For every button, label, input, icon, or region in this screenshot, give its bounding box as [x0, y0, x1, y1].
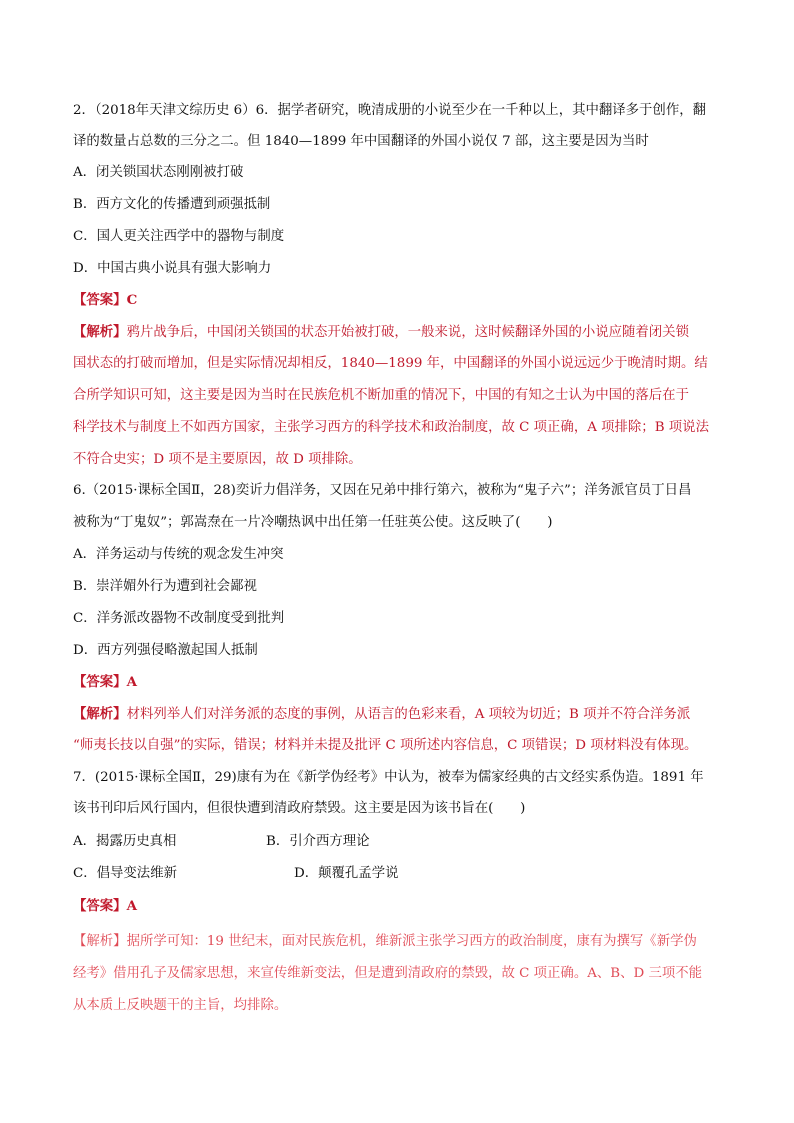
q6-option-a: A．洋务运动与传统的观念发生冲突 [73, 547, 284, 562]
q7-analysis-label: 【解析】 [73, 934, 127, 949]
q7-analysis-line1 [73, 932, 723, 952]
q2-answer-value: C [126, 292, 138, 308]
q6-analysis-text1: 材料列举人们对洋务派的态度的事例，从语言的色彩来看，A 项较为切近；B 项并不符合洋务派 [126, 707, 691, 722]
q7-option-d: D．颠覆孔孟学说 [294, 866, 399, 881]
q7-option-a: A．揭露历史真相 [73, 834, 177, 849]
q2-analysis-line2: 国状态的打破而增加，但是实际情况却相反，1840—1899 年，中国翻译的外国小说远远少于晚清时期。结 [73, 356, 708, 371]
q2-option-d: D．中国古典小说具有强大影响力 [73, 261, 272, 276]
q6-analysis-label: 【解析】 [73, 706, 127, 722]
q2-option-c: C．国人更关注西学中的器物与制度 [73, 229, 285, 244]
q7-analysis-line3: 从本质上反映题干的主旨，均排除。 [73, 998, 288, 1013]
q2-option-b: B．西方文化的传播遭到顽强抵制 [73, 197, 271, 212]
q7-options-row2 [73, 864, 723, 884]
q7-stem-line1: 7．(2015·课标全国Ⅱ，29)康有为在《新学伪经考》中认为，被奉为儒家经典的古文经实系伪造。1891 年 [73, 770, 704, 785]
q7-option-c: C．倡导变法维新 [73, 866, 177, 881]
q6-option-c: C．洋务派改器物不改制度受到批判 [73, 611, 285, 626]
q7-answer-label: 【答案】 [73, 898, 127, 914]
q2-stem-line2: 译的数量占总数的三分之二。但 1840—1899 年中国翻译的外国小说仅 7 部，这主要是因为当时 [73, 134, 649, 149]
q7-answer [73, 896, 723, 916]
q6-analysis-line1 [73, 704, 723, 725]
q6-analysis-line2: “师夷长技以自强”的实际，错误；材料并未提及批评 C 项所述内容信息，C 项错误；D 项材料没有体现。 [73, 738, 698, 753]
q2-analysis-line5: 不符合史实；D 项不是主要原因，故 D 项排除。 [73, 452, 362, 467]
q7-analysis-line2: 经考》借用孔子及儒家思想，来宣传维新变法，但是遭到清政府的禁毁，故 C 项正确。A、B、D 三项不能 [73, 966, 703, 981]
q2-answer-label: 【答案】 [73, 292, 127, 308]
q7-answer-value: A [126, 898, 137, 914]
q7-options-row1 [73, 832, 723, 852]
q6-option-b: B．崇洋媚外行为遭到社会鄙视 [73, 579, 257, 594]
q2-option-a: A．闭关锁国状态刚刚被打破 [73, 165, 244, 180]
q2-analysis-line3: 合所学知识可知，这主要是因为当时在民族危机不断加重的情况下，中国的有知之士认为中国的落后在于 [73, 388, 689, 403]
q2-stem-line1: 2．（2018年天津文综历史 6）6．据学者研究，晚清成册的小说至少在一千种以上，其中翻译多于创作，翻 [73, 103, 706, 118]
q2-analysis-label: 【解析】 [73, 324, 127, 340]
q7-stem-line2: 该书刊印后风行国内，但很快遭到清政府禁毁。这主要是因为该书旨在( ) [73, 801, 526, 816]
q7-option-b: B．引介西方理论 [266, 834, 370, 849]
q6-option-d: D．西方列强侵略激起国人抵制 [73, 643, 258, 658]
q2-answer [73, 290, 723, 310]
q6-stem-line2: 被称为“丁鬼奴”；郭嵩焘在一片冷嘲热讽中出任第一任驻英公使。这反映了( ) [73, 515, 553, 530]
q6-answer [73, 672, 723, 692]
q6-answer-value: A [126, 674, 137, 690]
q7-analysis-text1: 据所学可知：19 世纪末，面对民族危机，维新派主张学习西方的政治制度，康有为撰写《新学伪 [126, 934, 697, 949]
q2-analysis-line1 [73, 322, 723, 343]
q2-analysis-text1: 鸦片战争后，中国闭关锁国的状态开始被打破，一般来说，这时候翻译外国的小说应随着闭关锁 [126, 325, 689, 340]
q6-answer-label: 【答案】 [73, 674, 127, 690]
q2-analysis-line4: 科学技术与制度上不如西方国家，主张学习西方的科学技术和政治制度，故 C 项正确，A 项排除；B 项说法 [73, 420, 709, 435]
q6-stem-line1: 6.（2015·课标全国Ⅱ，28)奕䜣力倡洋务，又因在兄弟中排行第六，被称为“鬼子六”；洋务派官员丁日昌 [73, 483, 692, 498]
